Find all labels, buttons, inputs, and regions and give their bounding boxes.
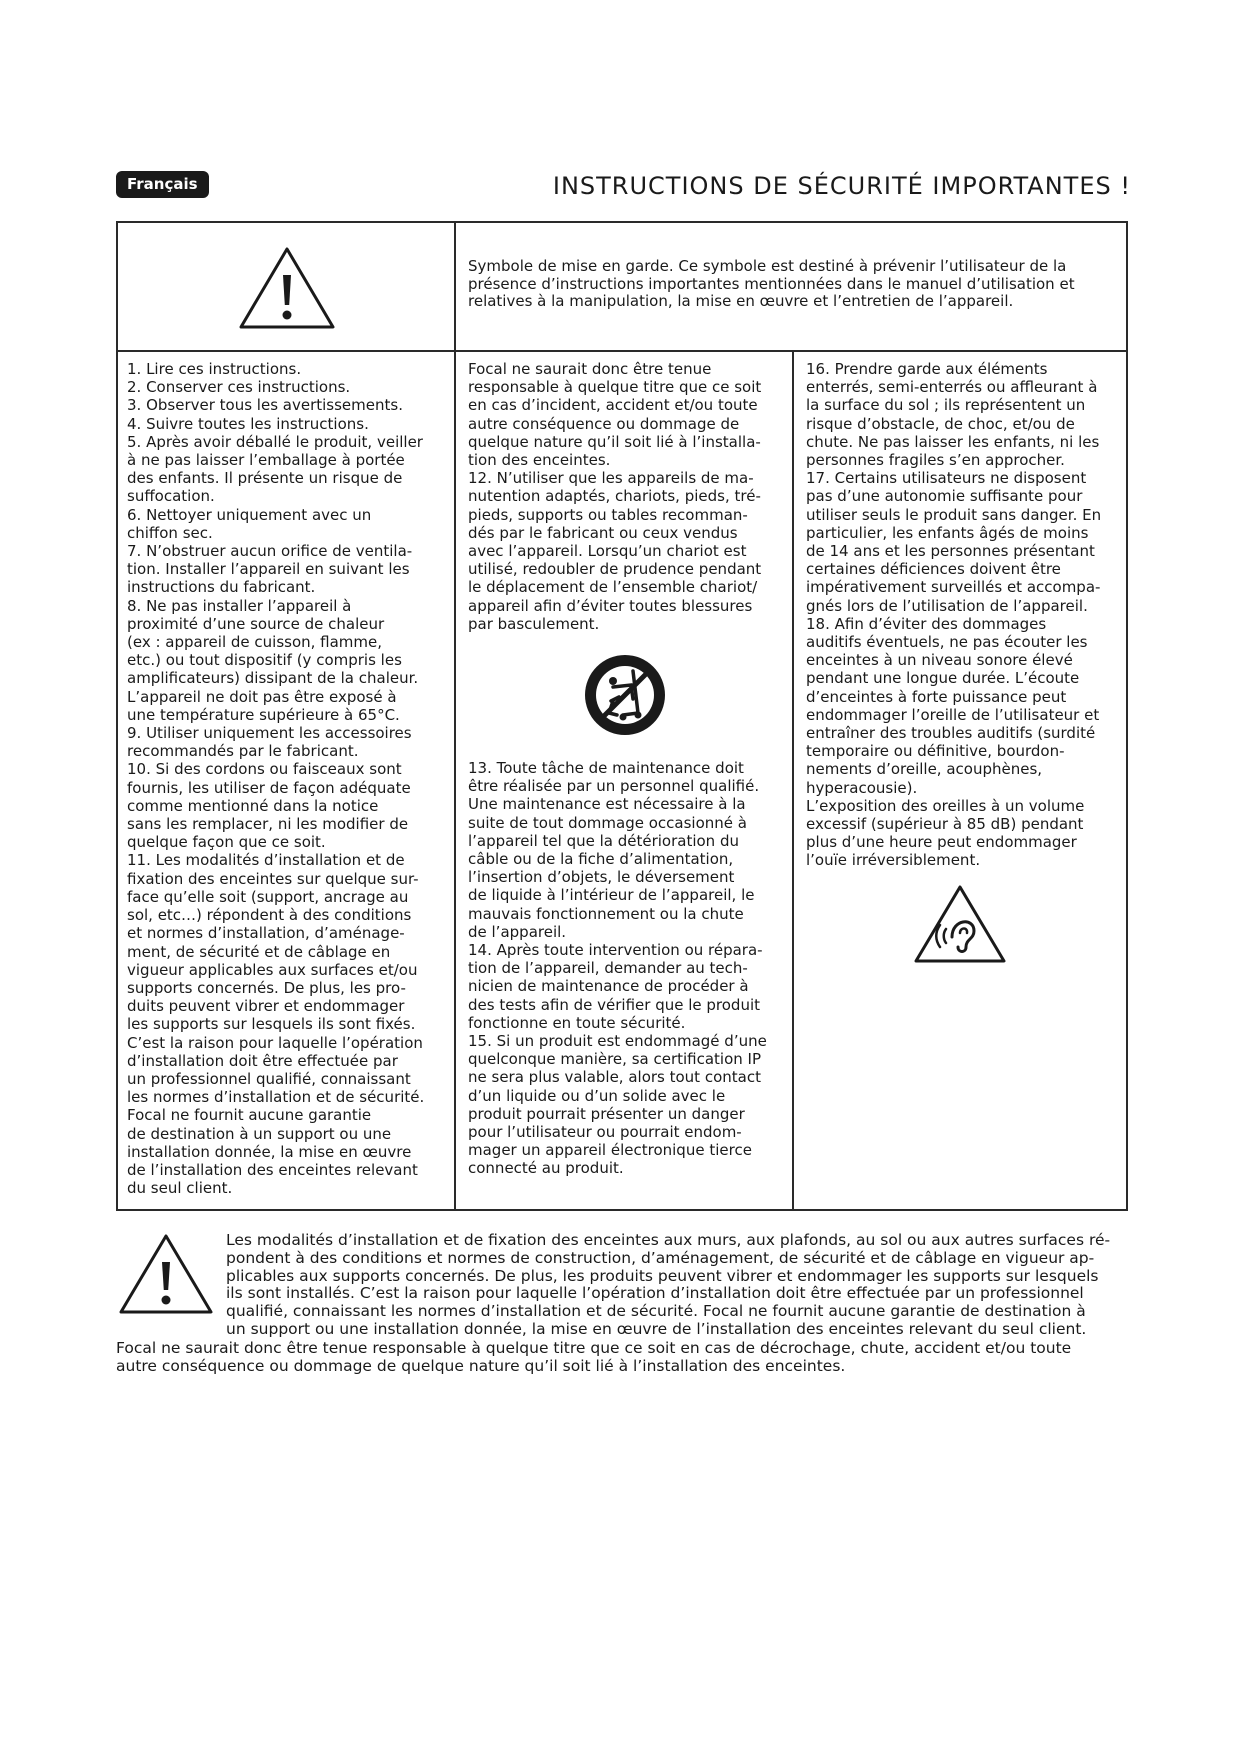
warning-triangle-icon (237, 245, 337, 331)
language-tag: Français (116, 171, 209, 198)
bottom-notice-indented: Les modalités d’installation et de fixation des enceintes aux murs, aux plafonds, au sol ou aux autres surfaces ré- pondent à des conditions et normes de construction, d’aménagement, de sécurité et de câblage en vigueur ap- plicables aux supports concernés. De plus, les produits peuvent vibrer et endommager les supports sur lesquels ils sont installés. C’est la raison pour laquelle l’opération d’installation doit être effectuée par un professionnel qualifié, connaissant les normes d’installation et de sécurité. Focal ne fournit aucune garantie de destination à un support ou une installation donnée, la mise en œuvre de l’installation des enceintes relevant du seul client. (226, 1231, 1111, 1338)
table-divider (454, 223, 456, 1209)
warning-symbol-text: Symbole de mise en garde. Ce symbole est destiné à prévenir l’utilisateur de la présence d’instructions importantes mentionnées dans le manuel d’utilisation et relatives à la manipulation, la mise en œuvre et l’entretien de l’appareil. (468, 257, 1075, 310)
table-divider (792, 350, 794, 1209)
hearing-damage-warning-icon (912, 883, 1008, 965)
table-divider (118, 350, 1126, 352)
instructions-column-2-bottom: 13. Toute tâche de maintenance doit être réalisée par un personnel qualifié. Une maintenance est nécessaire à la suite de tout dommage occasionné à l’appareil tel que la détérioration du câble ou de la fiche d’alimentation, l’insertion d’objets, le déversement de liquide à l’intérieur de l’appareil, le mauvais fonctionnement ou la chute de l’appareil. 14. Après toute intervention ou répara- tion de l’appareil, demander au tech- nicien de maintenance de procéder à des tests afin de vérifier que le produit fonctionne en toute sécurité. 15. Si un produit est endommagé d’une quelconque manière, sa certification IP ne sera plus valable, alors tout contact d’un liquide ou d’un solide avec le produit pourrait présenter un danger pour l’utilisateur ou pourrait endom- mager un appareil électronique tierce connecté au produit. (468, 759, 767, 1178)
instructions-column-2-top: Focal ne saurait donc être tenue responsable à quelque titre que ce soit en cas d’incident, accident et/ou toute autre conséquence ou dommage de quelque nature qu’il soit lié à l’installa- tion des enceintes. 12. N’utiliser que les appareils de ma- nutention adaptés, chariots, pieds, tré- pieds, supports ou tables recomman- dés par le fabricant ou ceux vendus avec l’appareil. Lorsqu’un chariot est utilisé, redoubler de prudence pendant le déplacement de l’ensemble chariot/ appareil afin d’éviter toutes blessures par basculement. (468, 360, 762, 633)
bottom-notice-full: Focal ne saurait donc être tenue responsable à quelque titre que ce soit en cas de décrochage, chute, accident et/ou toute autre conséquence ou dommage de quelque nature qu’il soit lié à l’installation des enceintes. (116, 1339, 1072, 1375)
instructions-column-1: 1. Lire ces instructions. 2. Conserver ces instructions. 3. Observer tous les avertissements. 4. Suivre toutes les instructions. 5. Après avoir déballé le produit, veiller à ne pas laisser l’emballage à portée des enfants. Il présente un risque de suffocation. 6. Nettoyer uniquement avec un chiffon sec. 7. N’obstruer aucun orifice de ventila- tion. Installer l’appareil en suivant les instructions du fabricant. 8. Ne pas installer l’appareil à proximité d’une source de chaleur (ex : appareil de cuisson, flamme, etc.) ou tout dispositif (y compris les amplificateurs) dissipant de la chaleur. L’appareil ne doit pas être exposé à une température supérieure à 65°C. 9. Utiliser uniquement les accessoires recommandés par le fabricant. 10. Si des cordons ou faisceaux sont fournis, les utiliser de façon adéquate comme mentionné dans la notice sans les remplacer, ni les modifier de quelque façon que ce soit. 11. Les modalités d’installation et de fixation des enceintes sur quelque sur- face qu’elle soit (support, ancrage au sol, etc…) répondent à des conditions et normes d’installation, d’aménage- ment, de sécurité et de câblage en vigueur applicables aux surfaces et/ou supports concernés. De plus, les pro- duits peuvent vibrer et endommager les supports sur lesquels ils sont fixés. C’est la raison pour laquelle l’opération d’installation doit être effectuée par un professionnel qualifié, connaissant les normes d’installation et de sécurité. Focal ne fournit aucune garantie de destination à un support ou une installation donnée, la mise en œuvre de l’installation des enceintes relevant du seul client. (127, 360, 425, 1198)
instructions-column-3: 16. Prendre garde aux éléments enterrés, semi-enterrés ou affleurant à la surface du sol ; ils représentent un risque d’obstacle, de choc, et/ou de chute. Ne pas laisser les enfants, ni les personnes fragiles s’en approcher. 17. Certains utilisateurs ne disposent pas d’une autonomie suffisante pour utiliser seuls le produit sans danger. En particulier, les enfants âgés de moins de 14 ans et les personnes présentant certaines déficiences doivent être impérativement surveillés et accompa- gnés lors de l’utilisation de l’appareil. 18. Afin d’éviter des dommages auditifs éventuels, ne pas écouter les enceintes à un niveau sonore élevé pendant une longue durée. L’écoute d’enceintes à forte puissance peut endommager l’oreille de l’utilisateur et entraîner des troubles auditifs (surdité temporaire ou définitive, bourdon- nements d’oreille, acouphènes, hyperacousie). L’exposition des oreilles à un volume excessif (supérieur à 85 dB) pendant plus d’une heure peut endommager l’ouïe irréversiblement. (806, 360, 1102, 870)
cart-tip-over-warning-icon (583, 653, 667, 737)
safety-table (116, 221, 1128, 1211)
page-title: INSTRUCTIONS DE SÉCURITÉ IMPORTANTES ! (552, 172, 1131, 200)
warning-triangle-icon (117, 1232, 215, 1316)
